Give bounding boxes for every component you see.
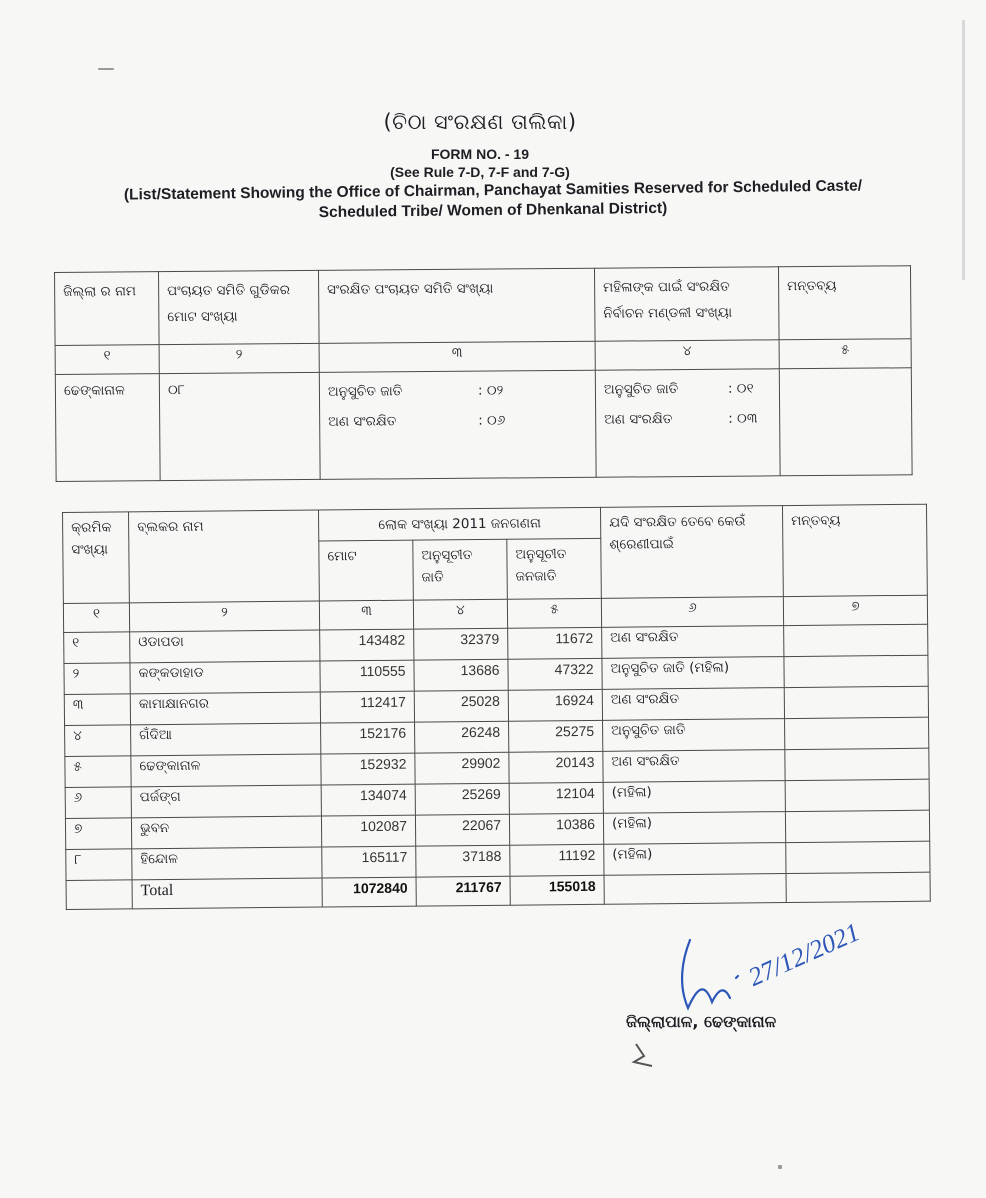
reserved-category: (ମହିଳା) <box>603 781 785 814</box>
reserved-value: : ୦୨ <box>477 382 504 399</box>
women-breakdown <box>595 369 780 477</box>
block-name: ହିନ୍ଦୋଳ <box>132 847 322 880</box>
st-population: 25275 <box>509 720 603 752</box>
header-population-census: ଲୋକ ସଂଖ୍ୟା 2011 ଜନଗଣନା <box>318 507 600 541</box>
remarks-cell <box>786 841 930 873</box>
header-block-name: ବ୍ଲକର ନାମ <box>129 510 320 603</box>
header-reserved-category: ଯଦି ସଂରକ୍ଷିତ ତେବେ କେଉଁ ଶ୍ରେଣୀପାଇଁ <box>601 506 784 599</box>
st-population: 11192 <box>510 844 604 876</box>
st-population: 11672 <box>508 627 602 659</box>
column-number: ୩ <box>319 600 413 630</box>
grand-total-sc: 211767 <box>416 876 510 906</box>
remarks-cell <box>784 655 928 687</box>
form-number: FORM NO. - 19 <box>430 146 529 162</box>
initial-mark-icon <box>630 1040 658 1070</box>
reserved-label: ଅଣ ସଂରକ୍ଷିତ <box>328 413 397 430</box>
column-number: ୫ <box>507 598 601 628</box>
reserved-category: (ମହିଳା) <box>603 812 785 845</box>
total-population: 143482 <box>320 629 414 661</box>
block-population-table <box>62 504 931 910</box>
remarks-cell <box>785 779 929 811</box>
reserved-category: ଅଣ ସଂରକ୍ଷିତ <box>602 688 784 721</box>
total-serial-empty <box>66 880 132 910</box>
st-population: 16924 <box>508 689 602 721</box>
block-name: ଭୁବନ <box>131 816 321 849</box>
column-number: ୨ <box>159 343 319 373</box>
header-serial: କ୍ରମିକ ସଂଖ୍ୟା <box>63 512 130 604</box>
reserved-category: ଅଣ ସଂରକ୍ଷିତ <box>603 750 785 783</box>
statement-heading-line2: Scheduled Tribe/ Women of Dhenkanal District) <box>318 199 668 222</box>
sc-population: 32379 <box>414 628 508 660</box>
sc-population: 29902 <box>415 752 509 784</box>
column-number: ୪ <box>413 599 507 629</box>
serial-number: ୭ <box>65 818 131 850</box>
header-remarks: ମନ୍ତବ୍ୟ <box>778 266 911 340</box>
scan-speck <box>778 1165 782 1169</box>
signature-date: 27/12/2021 <box>744 917 865 992</box>
form-title-odia: (ଚିଠା ସଂରକ୍ଷଣ ତାଲିକା) <box>383 110 577 134</box>
sc-population: 25028 <box>414 690 508 722</box>
grand-total-st: 155018 <box>510 875 604 905</box>
total-population: 102087 <box>321 815 415 847</box>
remarks-cell <box>779 368 912 476</box>
grand-total-population: 1072840 <box>322 877 416 907</box>
column-number: ୬ <box>601 597 783 628</box>
header-remarks: ମନ୍ତବ୍ୟ <box>783 504 928 596</box>
total-population: 112417 <box>320 691 414 723</box>
st-population: 20143 <box>509 751 603 783</box>
st-population: 12104 <box>509 782 603 814</box>
header-district-name: ଜିଲ୍ଲା ର ନାମ <box>55 272 160 346</box>
total-population: 152932 <box>321 753 415 785</box>
scan-speck <box>98 68 114 70</box>
total-population: 152176 <box>321 722 415 754</box>
reserved-category: ଅନୁସୁଚିତ ଜାତି <box>603 719 785 752</box>
remarks-cell <box>784 686 928 718</box>
rule-reference: (See Rule 7-D, 7-F and 7-G) <box>390 164 570 180</box>
women-value: : ୦୩ <box>728 410 758 427</box>
column-number: ୧ <box>63 603 129 633</box>
serial-number: ୫ <box>65 756 131 788</box>
header-total-samities: ପଂଚାୟତ ସମିତି ଗୁଡିକର ମୋଟ ସଂଖ୍ୟା <box>159 270 320 344</box>
serial-number: ୩ <box>64 694 130 726</box>
collector-designation: ଜିଲ୍ଲାପାଳ, ଢେଙ୍କାନାଳ <box>626 1012 777 1031</box>
reserved-breakdown <box>319 370 596 479</box>
block-name: କାମାକ୍ଷାନଗର <box>130 692 320 725</box>
scan-edge <box>962 20 965 280</box>
block-name: ଗଁଦିଆ <box>131 723 321 756</box>
statement-heading-line1: (List/Statement Showing the Office of Chairman, Panchayat Samities Reserved for Scheduled Caste/ <box>123 177 863 204</box>
serial-number: ୪ <box>65 725 131 757</box>
total-population: 110555 <box>320 660 414 692</box>
column-number: ୫ <box>779 339 911 369</box>
sc-population: 26248 <box>415 721 509 753</box>
total-label: Total <box>132 878 322 909</box>
st-population: 47322 <box>508 658 602 690</box>
district-summary-table <box>54 265 913 482</box>
district-name: ଢେଙ୍କାନାଳ <box>55 374 160 482</box>
serial-number: ୮ <box>66 849 132 881</box>
sc-population: 25269 <box>415 783 509 815</box>
reserved-category: ଅନୁସୁଚିତ ଜାତି (ମହିଳା) <box>602 657 784 690</box>
column-number: ୧ <box>55 345 159 375</box>
reserved-value: : ୦୬ <box>478 412 506 429</box>
block-name: ଢେଙ୍କାନାଳ <box>131 754 321 787</box>
block-name: କଙ୍କଡାହାଡ <box>130 661 320 694</box>
block-name: ଓଡାପଡା <box>130 630 320 663</box>
remarks-cell <box>785 748 929 780</box>
total-remarks-empty <box>786 872 930 902</box>
women-label: ଅଣ ସଂରକ୍ଷିତ <box>604 411 673 428</box>
column-number: ୪ <box>595 340 779 370</box>
sc-population: 13686 <box>414 659 508 691</box>
reserved-category: ଅଣ ସଂରକ୍ଷିତ <box>602 626 784 659</box>
serial-number: ୧ <box>64 632 130 664</box>
total-category-empty <box>604 874 786 905</box>
header-sc-population: ଅନୁସୂଚୀତ ଜାତି <box>413 539 508 600</box>
serial-number: ୬ <box>65 787 131 819</box>
header-reserved-samities: ସଂରକ୍ଷିତ ପଂଚାୟତ ସମିତି ସଂଖ୍ୟା <box>318 268 595 343</box>
column-number: ୩ <box>319 341 595 372</box>
block-name: ପର୍ଜଙ୍ଗ <box>131 785 321 818</box>
remarks-cell <box>785 717 929 749</box>
women-label: ଅନୁସୁଚିତ ଜାତି <box>603 381 679 398</box>
header-st-population: ଅନୁସୂଚୀତ ଜନଜାତି <box>507 538 602 599</box>
remarks-cell <box>784 624 928 656</box>
reserved-label: ଅନୁସୁଚିତ ଜାତି <box>327 383 403 400</box>
header-total-population: ମୋଟ <box>319 540 414 601</box>
total-population: 134074 <box>321 784 415 816</box>
remarks-cell <box>785 810 929 842</box>
st-population: 10386 <box>509 813 603 845</box>
women-value: : ୦୧ <box>727 380 754 397</box>
total-samities: ୦୮ <box>159 372 320 480</box>
header-women-reserved: ମହିଳାଙ୍କ ପାଇଁ ସଂରକ୍ଷିତ ନିର୍ବାଚନ ମଣ୍ଡଳୀ ସଂଖ୍ୟା <box>594 267 779 341</box>
serial-number: ୨ <box>64 663 130 695</box>
column-number: ୭ <box>783 595 927 625</box>
reserved-category: (ମହିଳା) <box>604 843 786 876</box>
total-population: 165117 <box>322 846 416 878</box>
sc-population: 22067 <box>415 814 509 846</box>
column-number: ୨ <box>129 601 319 632</box>
sc-population: 37188 <box>416 845 510 877</box>
